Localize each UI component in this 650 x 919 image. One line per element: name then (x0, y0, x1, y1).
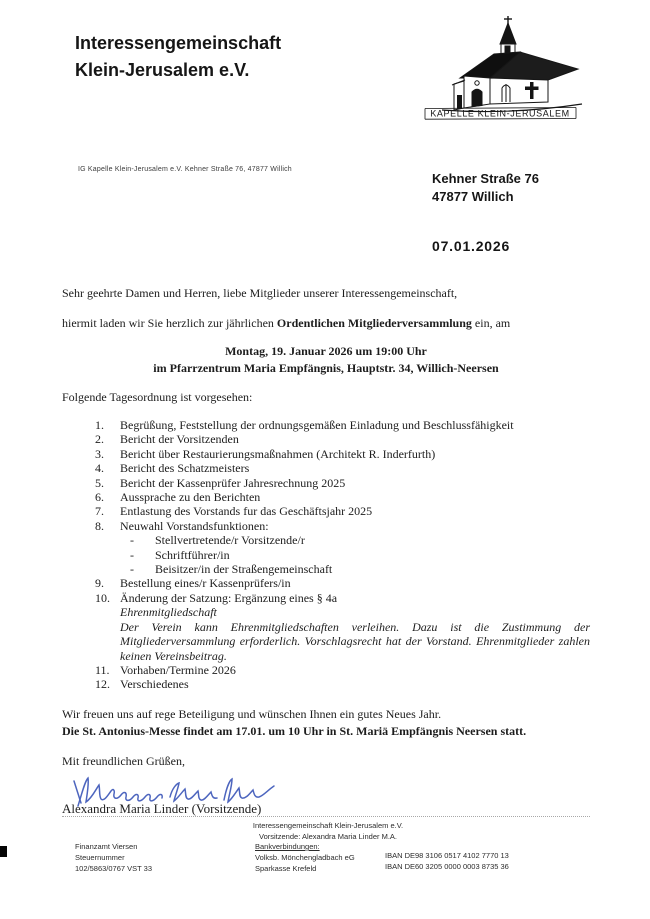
regards-line: Mit freundlichen Grüßen, (62, 753, 185, 768)
salutation: Sehr geehrte Damen und Herren, liebe Mitglieder unserer Interessengemeinschaft, (62, 286, 458, 300)
letter-body (62, 286, 590, 816)
intro-prefix: hiermit laden wir Sie herzlich zur jährlichen (62, 316, 277, 330)
event-datetime: Montag, 19. Januar 2026 um 19:00 Uhr (225, 344, 427, 358)
agenda-list (95, 418, 590, 692)
agenda-item: 11. Vorhaben/Termine 2026 (95, 662, 236, 677)
org-title-line1: Interessengemeinschaft (75, 33, 282, 53)
honorary-note-text: Der Verein kann Ehrenmitgliedschaften verleihen. Dazu ist die Zustimmung der Mitgliederversammlung erforderlich. Vorschlagsrecht hat der Vorstand. Ehrenmitglieder zahlen keinen Vereinsbeitrag. (120, 619, 590, 663)
agenda-item: 5. Bericht der Kassenprüfer Jahresrechnung 2025 (95, 475, 346, 490)
agenda-sub-item: - Schriftführer/in (130, 547, 230, 562)
scan-artifact (0, 846, 7, 857)
intro-paragraph (62, 316, 590, 331)
event-details (62, 343, 590, 377)
recipient-street: Kehner Straße 76 (432, 171, 539, 186)
agenda-sub-item: - Stellvertretende/r Vorsitzende/r (130, 533, 305, 548)
footer-tax-label: Steuernummer (75, 853, 125, 862)
recipient-address (432, 170, 539, 206)
chapel-drawing-icon (424, 14, 596, 120)
agenda-item: 12. Verschiedenes (95, 677, 189, 692)
agenda-item: 9. Bestellung eines/r Kassenprüfers/in (95, 576, 291, 591)
footer-tax-number: 102/5863/0767 VST 33 (75, 864, 153, 873)
signature-name: Alexandra Maria Linder (Vorsitzende) (62, 800, 262, 816)
closing-paragraph (62, 706, 590, 740)
intro-bold: Ordentlichen Mitgliederversammlung (276, 316, 472, 330)
footer-org-line: Interessengemeinschaft Klein-Jerusalem e.V. (252, 821, 404, 830)
agenda-heading: Folgende Tagesordnung ist vorgesehen: (62, 390, 253, 404)
agenda-item: 3. Bericht über Restaurierungsmaßnahmen (Architekt R. Inderfurth) (95, 446, 436, 461)
antonius-notice: Die St. Antonius-Messe findet am 17.01. um 10 Uhr in St. Mariä Empfängnis Neersen statt. (62, 723, 527, 738)
honorary-note-title: Ehrenmitgliedschaft (120, 605, 217, 620)
agenda-item: 1. Begrüßung, Feststellung der ordnungsgemäßen Einladung und Beschlussfähigkeit (95, 418, 514, 432)
chapel-logo (424, 14, 596, 120)
footer-chair-line: Vorsitzende: Alexandra Maria Linder M.A. (259, 832, 397, 841)
sender-line: IG Kapelle Klein-Jerusalem e.V. Kehner Straße 76, 47877 Willich (78, 166, 292, 173)
footer-bank-name: Sparkasse Krefeld (255, 864, 317, 873)
org-title (75, 30, 281, 84)
footer-tax-office: Finanzamt Viersen (75, 842, 138, 851)
footer-bank-name: Volksb. Mönchengladbach eG (255, 853, 355, 862)
footer-iban-block (385, 850, 509, 872)
recipient-city: 47877 Willich (432, 189, 514, 204)
footer-bank-block (255, 841, 355, 874)
chapel-logo-caption: KAPELLE KLEIN-JERUSALEM (430, 108, 570, 119)
signature (70, 771, 590, 805)
agenda-sub-item: - Beisitzer/in der Straßengemeinschaft (130, 562, 333, 577)
footer-tax-block (75, 841, 152, 874)
footer-iban: IBAN DE60 3205 0000 0003 8735 36 (385, 862, 509, 871)
footer-iban: IBAN DE98 3106 0517 4102 7770 13 (385, 851, 509, 860)
agenda-item: 4. Bericht des Schatzmeisters (95, 461, 250, 476)
agenda-item: 2. Bericht der Vorsitzenden (95, 432, 239, 447)
event-location: im Pfarrzentrum Maria Empfängnis, Hauptstr. 34, Willich-Neersen (153, 361, 499, 375)
closing-line: Wir freuen uns auf rege Beteiligung und wünschen Ihnen ein gutes Neues Jahr. (62, 706, 442, 721)
intro-suffix: ein, am (471, 316, 511, 330)
footer (62, 816, 590, 887)
agenda-item: 7. Entlastung des Vorstands fur das Geschäftsjahr 2025 (95, 504, 373, 519)
footer-center-block (178, 820, 478, 842)
letter-date: 07.01.2026 (432, 238, 511, 254)
agenda-item: 8. Neuwahl Vorstandsfunktionen: (95, 518, 269, 533)
agenda-item: 6. Aussprache zu den Berichten (95, 490, 261, 505)
footer-bank-heading: Bankverbindungen: (255, 842, 320, 851)
org-title-line2: Klein-Jerusalem e.V. (75, 60, 250, 80)
agenda-item: 10. Änderung der Satzung: Ergänzung eines § 4a (95, 590, 338, 605)
